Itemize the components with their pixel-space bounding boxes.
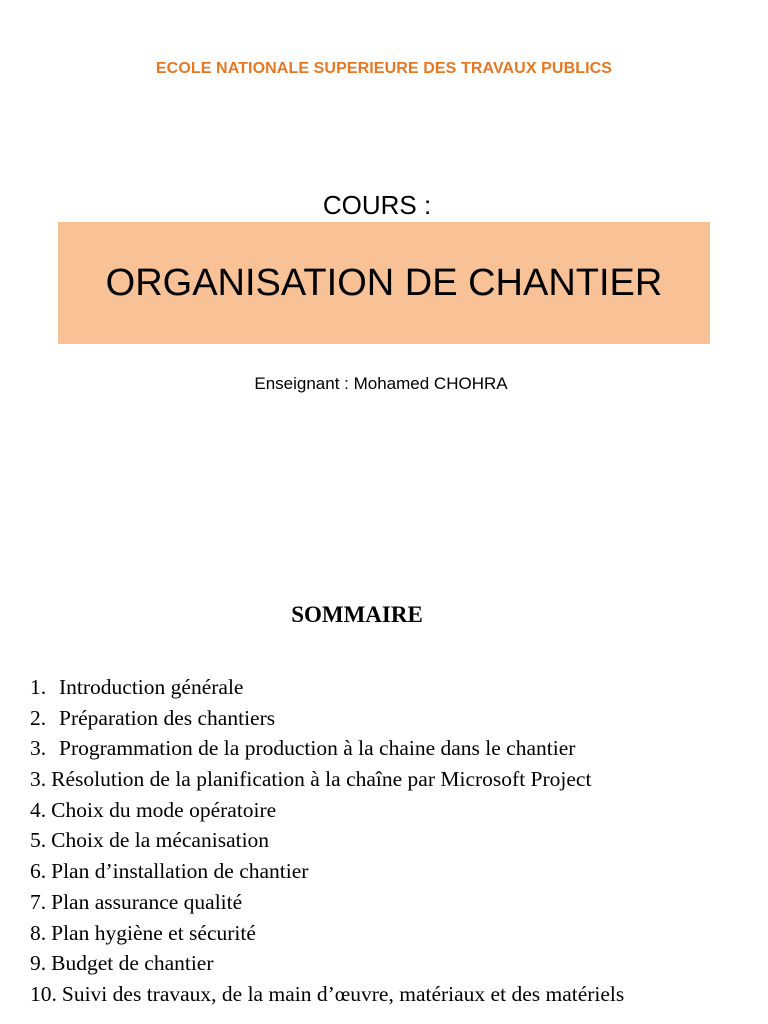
toc-item-number: 5. xyxy=(30,828,47,853)
course-label: COURS : xyxy=(322,190,432,220)
table-of-contents xyxy=(30,672,624,1010)
toc-item-text: Budget de chantier xyxy=(51,951,214,976)
toc-item xyxy=(30,918,624,949)
toc-heading: SOMMAIRE xyxy=(291,602,423,627)
toc-item-number: 6. xyxy=(30,859,47,884)
toc-item-text: Programmation de la production à la chaine dans le chantier xyxy=(59,736,576,761)
toc-item-number: 8. xyxy=(30,920,47,945)
toc-item-text: Suivi des travaux, de la main d’œuvre, matériaux et des matériels xyxy=(61,981,625,1006)
toc-item xyxy=(30,672,624,703)
toc-item xyxy=(30,795,624,826)
toc-item xyxy=(30,764,624,795)
toc-item-number: 2. xyxy=(30,705,47,730)
toc-item-number: 10. xyxy=(30,981,57,1006)
toc-item-number: 1. xyxy=(30,675,47,699)
toc-item xyxy=(30,948,624,979)
school-name: ECOLE NATIONALE SUPERIEURE DES TRAVAUX PUBLICS xyxy=(155,60,613,77)
toc-item-number: 7. xyxy=(30,889,47,914)
toc-item-number: 3. xyxy=(30,767,47,792)
toc-item xyxy=(30,733,624,764)
toc-item-text: Choix de la mécanisation xyxy=(51,828,270,853)
toc-item-number: 4. xyxy=(30,797,47,822)
toc-item-number: 9. xyxy=(30,951,47,976)
toc-item xyxy=(30,887,624,918)
toc-item xyxy=(30,856,624,887)
toc-item-text: Introduction générale xyxy=(59,675,244,699)
toc-item xyxy=(30,825,624,856)
toc-item-text: Préparation des chantiers xyxy=(59,705,276,730)
toc-item xyxy=(30,979,624,1010)
toc-item xyxy=(30,703,624,734)
toc-item-text: Plan d’installation de chantier xyxy=(51,859,309,884)
toc-item-number: 3. xyxy=(30,736,47,761)
title-banner xyxy=(58,222,710,344)
toc-item-text: Plan hygiène et sécurité xyxy=(51,920,256,945)
teacher-name: Enseignant : Mohamed CHOHRA xyxy=(254,374,508,393)
toc-item-text: Résolution de la planification à la chaîne par Microsoft Project xyxy=(51,767,592,792)
toc-item-text: Choix du mode opératoire xyxy=(51,797,277,822)
course-title: ORGANISATION DE CHANTIER xyxy=(105,261,663,304)
toc-item-text: Plan assurance qualité xyxy=(51,889,243,914)
